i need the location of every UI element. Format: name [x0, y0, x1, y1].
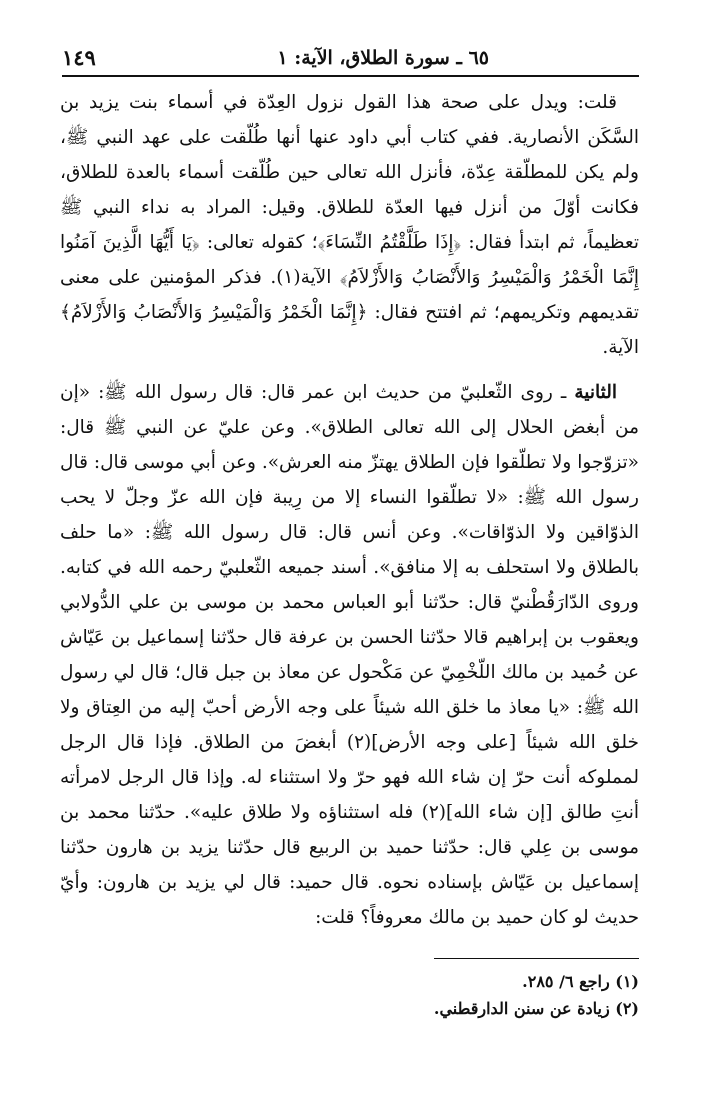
running-title: ٦٥ ـ سورة الطلاق، الآية: ١	[277, 47, 489, 69]
footnote-divider	[434, 958, 639, 959]
header-divider	[62, 75, 639, 77]
paragraph-second-issue	[60, 375, 639, 935]
section-lead-word: الثانية	[574, 382, 617, 403]
main-text	[60, 85, 639, 935]
paragraph-second-issue-text: ـ روى الثّعلبيّ من حديث ابن عمر قال: قال رسول الله ﷺ: «إن من أبغض الحلال إلى الله تعالى الطلاق». وعن عليّ عن النبي ﷺ قال: «تزوّجوا ولا تطلّقوا فإن الطلاق يهتزّ منه العرش». وعن أبي موسى قال: قال رسول الله ﷺ: «لا تطلّقوا النساء إلا من رِيبة فإن الله عزّ وجلّ لا يحب الذوّاقين ولا الذوّاقات». وعن أنس قال: قال رسول الله ﷺ: «ما حلف بالطلاق ولا استحلف به إلا منافق». أسند جميعه الثّعلبيّ رحمه الله في كتابه. وروى الدّارَقُطْنيّ قال: حدّثنا أبو العباس محمد بن موسى بن علي الدُّولابي ويعقوب بن إبراهيم قالا حدّثنا الحسن بن عرفة قال حدّثنا إسماعيل بن عَيّاش عن حُميد بن مالك اللّخْمِيّ عن مَكْحول عن معاذ بن جبل قال؛ قال لي رسول الله ﷺ: «يا معاذ ما خلق الله شيئاً على وجه الأرض أحبّ إليه من العِتاق ولا خلق الله شيئاً [على وجه الأرض](٢) أبغضَ من الطلاق. فإذا قال الرجل لمملوكه أنت حرّ إن شاء الله فهو حرّ ولا استثناء له. وإذا قال الرجل لامرأته أنتِ طالق [إن شاء الله](٢) فله استثناؤه ولا طلاق عليه». حدّثنا محمد بن موسى بن عِلي قال: حدّثنا حميد بن الربيع قال حدّثنا يزيد بن هارون حدّثنا إسماعيل بن عَيّاش بإسناده نحوه. قال حميد: قال لي يزيد بن هارون: وأيّ حديث لو كان حميد بن مالك معروفاً؟ قلت:	[60, 382, 639, 928]
paragraph-commentary: قلت: ويدل على صحة هذا القول نزول العِدّة في أسماء بنت يزيد بن السَّكَن الأنصارية. ففي كتاب أبي داود عنها أنها طُلّقت على عهد النبي ﷺ، ولم يكن للمطلّقة عِدّة، فأنزل الله تعالى حين طُلّقت أسماء بالعدة للطلاق، فكانت أوّلَ من أنزل فيها العدّة للطلاق. وقيل: المراد به نداء النبي ﷺ تعظيماً، ثم ابتدأ فقال: ﴿إِذَا طَلَّقْتُمُ النِّسَاءَ﴾؛ كقوله تعالى: ﴿يَا أَيُّهَا الَّذِينَ آمَنُوا إِنَّمَا الْخَمْرُ وَالْمَيْسِرُ وَالأَنْصَابُ وَالأَزْلاَمُ﴾ الآية(١). فذكر المؤمنين على معنى تقديمهم وتكريمهم؛ ثم افتتح فقال: ﴿إِنَّمَا الْخَمْرُ وَالْمَيْسِرُ وَالأَنْصَابُ وَالأَزْلاَمُ﴾ الآية.	[60, 92, 639, 358]
footnotes	[62, 968, 639, 1022]
footnote-2: (٢) زيادة عن سنن الدارقطني.	[433, 999, 639, 1018]
page-number: ١٤٩	[62, 45, 96, 70]
footnote-1: (١) راجع ٦/ ٢٨٥.	[522, 972, 639, 991]
page-header	[62, 40, 639, 70]
